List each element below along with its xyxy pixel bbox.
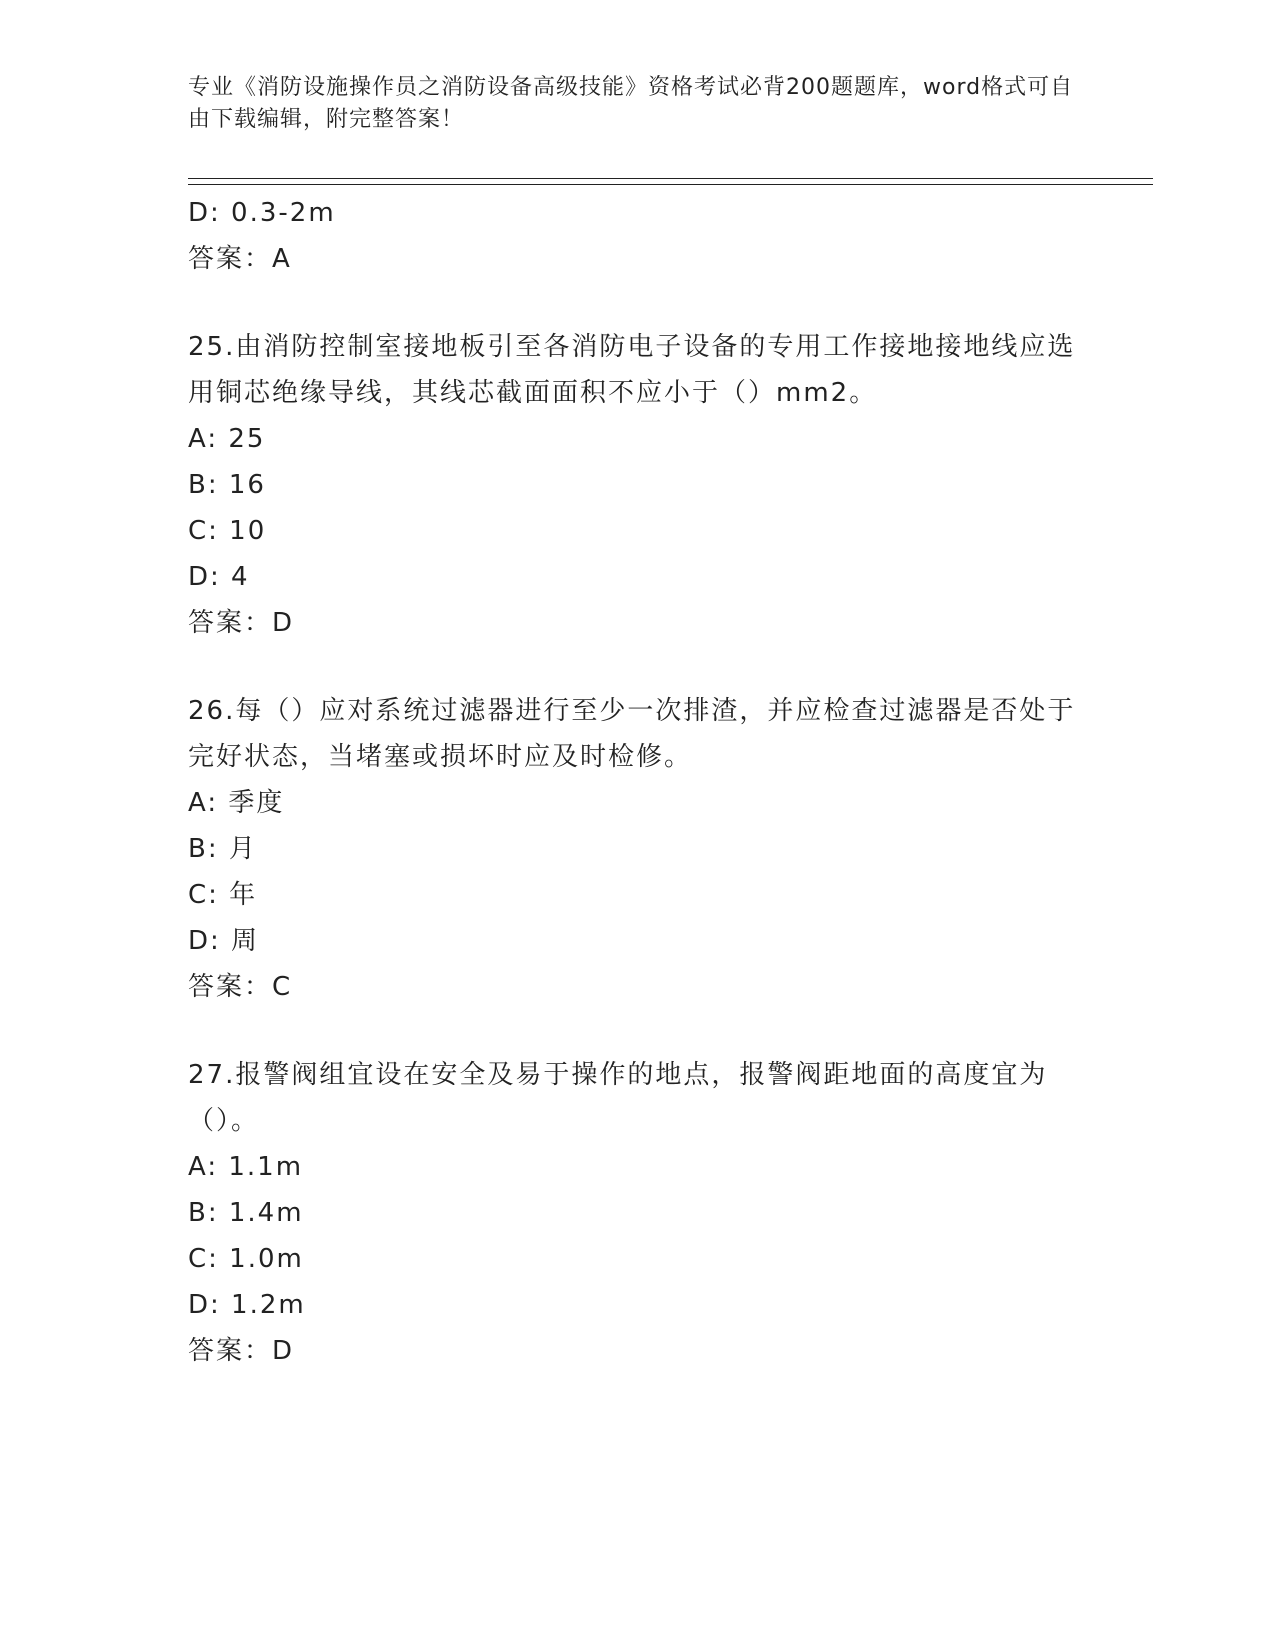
question-27 <box>188 1052 1088 1374</box>
header-divider-top <box>188 178 1153 179</box>
option-d: D: 1.2m <box>188 1290 306 1320</box>
question-25 <box>188 324 1088 646</box>
questions-body <box>188 190 1088 1374</box>
option-a: A: 季度 <box>188 788 285 818</box>
spacer <box>188 646 1088 688</box>
question-stem: 25.由消防控制室接地板引至各消防电子设备的专用工作接地接地线应选用铜芯绝缘导线，其线芯截面面积不应小于（）mm2。 <box>188 332 1076 408</box>
answer-line: 答案：D <box>188 1336 295 1366</box>
document-header-title: 专业《消防设施操作员之消防设备高级技能》资格考试必背200题题库，word格式可自由下载编辑，附完整答案！ <box>188 75 1074 132</box>
answer-line: 答案：C <box>188 972 293 1002</box>
option-c: C: 10 <box>188 516 267 546</box>
option-b: B: 16 <box>188 470 266 500</box>
prev-option-d: D: 0.3-2m <box>188 198 336 228</box>
option-a: A: 1.1m <box>188 1152 304 1182</box>
question-stem: 27.报警阀组宜设在安全及易于操作的地点，报警阀距地面的高度宜为（）。 <box>188 1060 1048 1136</box>
option-c: C: 年 <box>188 880 258 910</box>
option-c: C: 1.0m <box>188 1244 304 1274</box>
question-stem: 26.每（）应对系统过滤器进行至少一次排渣，并应检查过滤器是否处于完好状态，当堵塞或损坏时应及时检修。 <box>188 696 1076 772</box>
answer-line: 答案：D <box>188 608 295 638</box>
spacer <box>188 282 1088 324</box>
option-d: D: 周 <box>188 926 260 956</box>
option-a: A: 25 <box>188 424 266 454</box>
spacer <box>188 1010 1088 1052</box>
question-26 <box>188 688 1088 1010</box>
option-b: B: 月 <box>188 834 257 864</box>
option-d: D: 4 <box>188 562 250 592</box>
option-b: B: 1.4m <box>188 1198 304 1228</box>
header-divider-bottom <box>188 184 1153 185</box>
prev-answer: 答案：A <box>188 244 292 274</box>
